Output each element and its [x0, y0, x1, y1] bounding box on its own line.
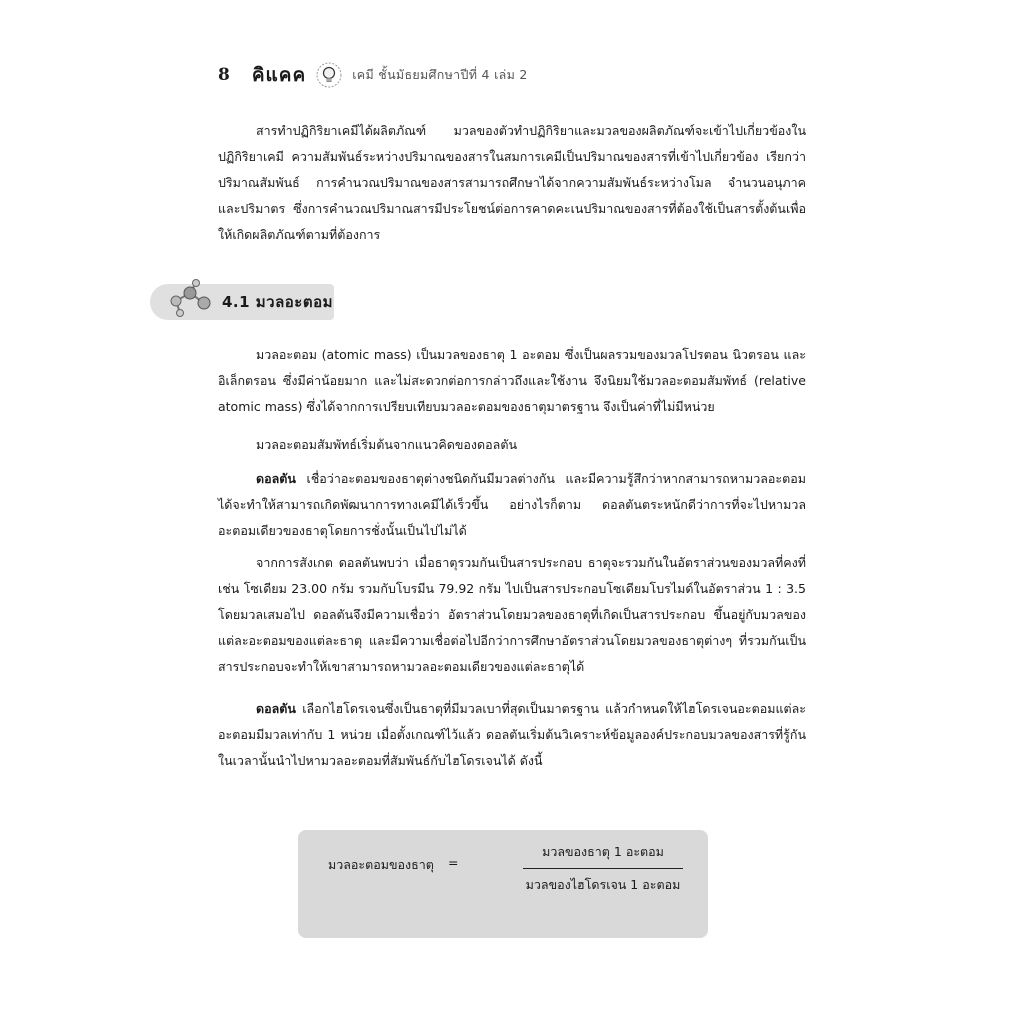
paragraph-hydrogen-standard	[218, 696, 806, 774]
book-title: เคมี ชั้นมัธยมศึกษาปีที่ 4 เล่ม 2	[352, 67, 528, 82]
page-header	[218, 62, 528, 88]
formula-fraction	[523, 842, 683, 895]
paragraph-dalton-belief	[218, 466, 806, 544]
paragraph-atomic-mass: มวลอะตอม (atomic mass) เป็นมวลของธาตุ 1 อะตอม ซึ่งเป็นผลรวมของมวลโปรตอน นิวตรอน และอิเล็กตรอน ซึ่งมีค่าน้อยมาก และไม่สะดวกต่อการกล่าวถึงและใช้งาน จึงนิยมใช้มวลอะตอมสัมพัทธ์ (relative atomic mass) ซึ่งได้จากการเปรียบเทียบมวลอะตอมของธาตุมาตรฐาน จึงเป็นค่าที่ไม่มีหน่วย	[218, 347, 806, 414]
formula-equals: =	[448, 855, 459, 870]
dalton-lead: ดอลตัน	[256, 471, 296, 486]
section-title: 4.1 มวลอะตอม	[222, 293, 333, 311]
page-number: 8	[218, 65, 230, 85]
molecule-icon	[166, 279, 222, 319]
paragraph-dalton-intro: มวลอะตอมสัมพัทธ์เริ่มต้นจากแนวคิดของดอลตัน	[256, 437, 517, 452]
fraction-bar	[523, 868, 683, 869]
lightbulb-icon	[316, 62, 342, 88]
formula-denominator: มวลของไฮโดรเจน 1 อะตอม	[525, 877, 681, 892]
section-banner	[150, 284, 334, 320]
brand-logo: คิแคค	[251, 64, 307, 86]
intro-paragraph: สารทำปฏิกิริยาเคมีได้ผลิตภัณฑ์ มวลของตัวทำปฏิกิริยาและมวลของผลิตภัณฑ์จะเข้าไปเกี่ยวข้องในปฏิกิริยาเคมี ความสัมพันธ์ระหว่างปริมาณของสารในสมการเคมีเป็นปริมาณของสารที่เข้าไปเกี่ยวข้อง เรียกว่า ปริมาณสัมพันธ์ การคำนวณปริมาณของสารสามารถศึกษาได้จากความสัมพันธ์ระหว่างโมล จำนวนอนุภาค และปริมาตร ซึ่งการคำนวณปริมาณสารมีประโยชน์ต่อการคาดคะเนปริมาณของสารที่ต้องใช้เป็นสารตั้งต้นเพื่อให้เกิดผลิตภัณฑ์ตามที่ต้องการ	[218, 123, 806, 242]
formula-box	[298, 830, 708, 938]
dalton-lead-2: ดอลตัน	[256, 701, 296, 716]
paragraph-observation: จากการสังเกต ดอลตันพบว่า เมื่อธาตุรวมกันเป็นสารประกอบ ธาตุจะรวมกันในอัตราส่วนของมวลที่คงที่ เช่น โซเดียม 23.00 กรัม รวมกับโบรมีน 79.92 กรัม ไปเป็นสารประกอบโซเดียมโบรไมด์ในอัตราส่วน 1 : 3.5 โดยมวลเสมอไป ดอลตันจึงมีความเชื่อว่า อัตราส่วนโดยมวลของธาตุที่เกิดเป็นสารประกอบ ขึ้นอยู่กับมวลของแต่ละอะตอมของแต่ละธาตุ และมีความเชื่อต่อไปอีกว่าการศึกษาอัตราส่วนโดยมวลของธาตุต่างๆ ที่รวมกันเป็นสารประกอบจะทำให้เขาสามารถหามวลอะตอมเดียวของแต่ละธาตุได้	[218, 555, 806, 674]
formula-lhs: มวลอะตอมของธาตุ	[328, 857, 434, 872]
formula-numerator: มวลของธาตุ 1 อะตอม	[542, 844, 664, 859]
dalton-belief-text: เชื่อว่าอะตอมของธาตุต่างชนิดกันมีมวลต่างกัน และมีความรู้สึกว่าหากสามารถหามวลอะตอมได้จะทำให้สามารถเกิดพัฒนาการทางเคมีได้เร็วขึ้น อย่างไรก็ตาม ดอลตันตระหนักดีว่าการที่จะไปหามวลอะตอมเดียวของธาตุโดยการชั่งนั้นเป็นไปไม่ได้	[218, 471, 806, 538]
hydrogen-standard-text: เลือกไฮโดรเจนซึ่งเป็นธาตุที่มีมวลเบาที่สุดเป็นมาตรฐาน แล้วกำหนดให้ไฮโดรเจนอะตอมแต่ละอะตอมมีมวลเท่ากับ 1 หน่วย เมื่อตั้งเกณฑ์ไว้แล้ว ดอลตันเริ่มต้นวิเคราะห์ข้อมูลองค์ประกอบมวลของสารที่รู้กันในเวลานั้นนำไปหามวลอะตอมที่สัมพันธ์กับไฮโดรเจนได้ ดังนี้	[218, 701, 806, 768]
